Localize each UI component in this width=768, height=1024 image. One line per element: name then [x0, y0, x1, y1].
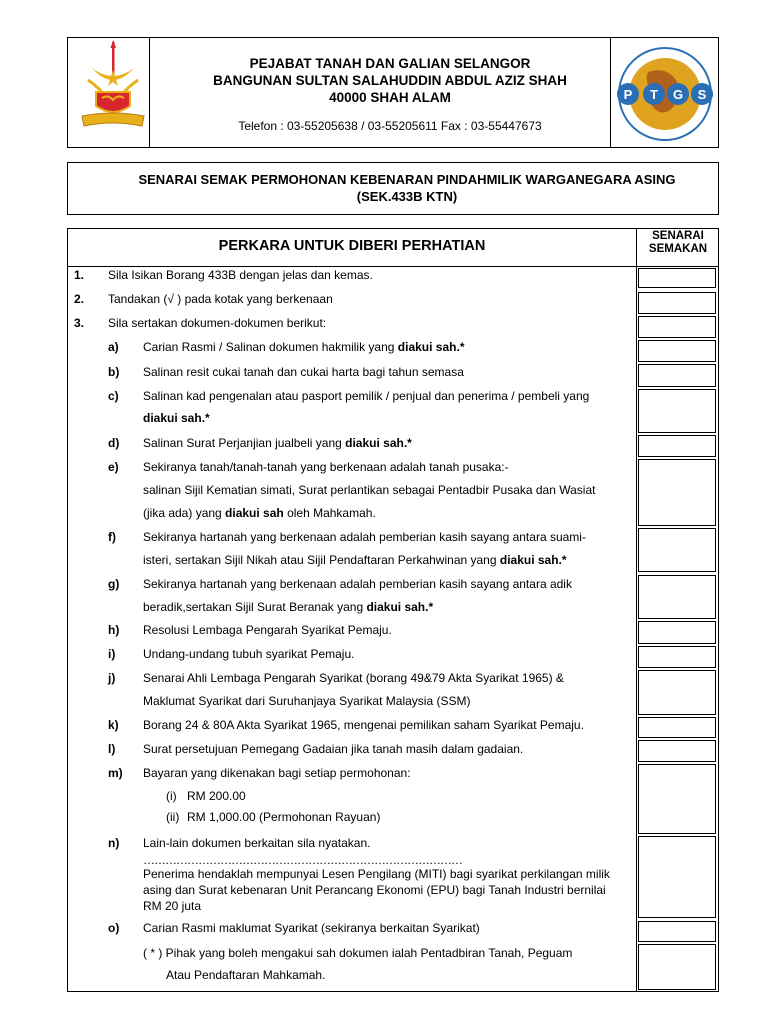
subitem-text: Undang-undang tubuh syarikat Pemaju. — [143, 647, 355, 661]
item-text: Tandakan (√ ) pada kotak yang berkenaan — [108, 292, 333, 306]
bold-text: diakui sah.* — [397, 340, 465, 354]
subitem-text-g: beradik,sertakan Sijil Surat Beranak yang — [143, 600, 367, 614]
subitem-label: l) — [108, 742, 116, 756]
subitem-text: Surat persetujuan Pemegang Gadaian jika tanah masih dalam gadaian. — [143, 742, 524, 756]
subitem-text — [143, 553, 567, 567]
item-number: 3. — [74, 316, 85, 330]
checkbox-footnote[interactable] — [638, 944, 716, 990]
form-title-section: (SEK.433B KTN) — [356, 189, 458, 204]
ptgs-letter: G — [672, 87, 684, 102]
bold-text: diakui sah.* — [143, 411, 210, 425]
form-title: SENARAI SEMAK PERMOHONAN KEBENARAN PINDAHMILIK WARGANEGARA ASING — [138, 172, 676, 187]
subitem-text — [143, 600, 433, 614]
checkbox-item-1[interactable] — [638, 268, 716, 288]
note-text: RM 20 juta — [143, 899, 202, 913]
fee-label: (ii) — [166, 810, 180, 824]
column-header-line1: SENARAI — [652, 230, 704, 242]
item-text: Sila Isikan Borang 433B dengan jelas dan kemas. — [108, 268, 373, 282]
subitem-text-d: Salinan Surat Perjanjian jualbeli yang — [143, 436, 346, 450]
subitem-label: i) — [108, 647, 116, 661]
subitem-text — [143, 506, 376, 520]
checkbox-item-b[interactable] — [638, 364, 716, 387]
subitem-label: m) — [108, 766, 123, 780]
checkbox-item-i[interactable] — [638, 646, 716, 668]
postcode-city: 40000 SHAH ALAM — [329, 90, 451, 105]
subitem-label: n) — [108, 836, 120, 850]
subitem-label: d) — [108, 436, 120, 450]
subitem-label: j) — [108, 671, 116, 685]
phone-fax-line: Telefon : 03-55205638 / 03-55205611 Fax : 03-55447673 — [238, 119, 542, 133]
checkbox-item-3[interactable] — [638, 316, 716, 338]
footnote: ( * ) Pihak yang boleh mengakui sah dokumen ialah Pentadbiran Tanah, Peguam — [143, 946, 573, 960]
footnote: Atau Pendaftaran Mahkamah. — [166, 968, 326, 982]
note-text: Penerima hendaklah mempunyai Lesen Pengilang (MITI) bagi syarikat perkilangan milik — [143, 867, 610, 881]
checkbox-item-c[interactable] — [638, 389, 716, 433]
subitem-text-f: isteri, sertakan Sijil Nikah atau Sijil Pendaftaran Perkahwinan yang — [143, 553, 500, 567]
subitem-text: Bayaran yang dikenakan bagi setiap permohonan: — [143, 766, 411, 780]
subitem-label: o) — [108, 921, 120, 935]
subitem-label: f) — [108, 530, 116, 544]
fee-amount: RM 1,000.00 (Permohonan Rayuan) — [187, 810, 381, 824]
table-header-divider — [67, 266, 719, 267]
table-heading: PERKARA UNTUK DIBERI PERHATIAN — [218, 238, 486, 254]
subitem-text — [143, 340, 465, 354]
subitem-text: Salinan kad pengenalan atau pasport pemilik / penjual dan penerima / pembeli yang — [143, 389, 590, 403]
subitem-text: Lain-lain dokumen berkaitan sila nyatakan. — [143, 836, 371, 850]
subitem-text — [143, 436, 412, 450]
checkbox-item-n[interactable] — [638, 836, 716, 918]
subitem-text: salinan Sijil Kematian simati, Surat perlantikan sebagai Pentadbir Pusaka dan Wasiat — [143, 483, 596, 497]
checkbox-item-m[interactable] — [638, 764, 716, 834]
ptgs-logo-icon — [614, 42, 716, 146]
ptgs-letter: T — [650, 87, 658, 102]
subitem-text: Carian Rasmi maklumat Syarikat (sekiranya berkaitan Syarikat) — [143, 921, 480, 935]
subitem-text: Sekiranya tanah/tanah-tanah yang berkenaan adalah tanah pusaka:- — [143, 460, 509, 474]
checkbox-item-d[interactable] — [638, 435, 716, 457]
building-name: BANGUNAN SULTAN SALAHUDDIN ABDUL AZIZ SHAH — [213, 73, 567, 88]
checkbox-item-k[interactable] — [638, 717, 716, 738]
bold-text: diakui sah — [225, 506, 284, 520]
checkbox-item-a[interactable] — [638, 340, 716, 362]
checkbox-item-l[interactable] — [638, 740, 716, 762]
subitem-label: b) — [108, 365, 120, 379]
column-header-line2: SEMAKAN — [648, 243, 708, 255]
subitem-text: Borang 24 & 80A Akta Syarikat 1965, mengenai pemilikan saham Syarikat Pemaju. — [143, 718, 584, 732]
checkbox-item-f[interactable] — [638, 528, 716, 572]
bold-text: diakui sah.* — [366, 600, 434, 614]
fill-in-dots: …………………………………………………………………………… — [143, 853, 462, 867]
subitem-text-e-end: oleh Mahkamah. — [283, 506, 376, 520]
item-number: 2. — [74, 292, 85, 306]
subitem-label: a) — [108, 340, 119, 354]
checkbox-item-e[interactable] — [638, 459, 716, 526]
checklist-column-header — [637, 230, 719, 256]
checkbox-item-2[interactable] — [638, 292, 716, 314]
subitem-text: Sekiranya hartanah yang berkenaan adalah pemberian kasih sayang antara adik — [143, 577, 572, 591]
bold-text: diakui sah.* — [345, 436, 412, 450]
subitem-text-a: Carian Rasmi / Salinan dokumen hakmilik yang — [143, 340, 398, 354]
subitem-text: Salinan resit cukai tanah dan cukai harta bagi tahun semasa — [143, 365, 464, 379]
subitem-label: e) — [108, 460, 119, 474]
subitem-text: Maklumat Syarikat dari Suruhanjaya Syarikat Malaysia (SSM) — [143, 694, 471, 708]
subitem-text: Senarai Ahli Lembaga Pengarah Syarikat (borang 49&79 Akta Syarikat 1965) & — [143, 671, 564, 685]
note-text: asing dan Surat kebenaran Unit Perancang Ekonomi (EPU) bagi Tanah Industri bernilai — [143, 883, 606, 897]
subitem-label: c) — [108, 389, 119, 403]
subitem-label: k) — [108, 718, 119, 732]
checkbox-item-j[interactable] — [638, 670, 716, 715]
bold-text: diakui sah.* — [499, 553, 567, 567]
subitem-label: h) — [108, 623, 120, 637]
fee-label: (i) — [166, 789, 177, 803]
subitem-text: Resolusi Lembaga Pengarah Syarikat Pemaju. — [143, 623, 392, 637]
item-text: Sila sertakan dokumen-dokumen berikut: — [108, 316, 327, 330]
subitem-text: Sekiranya hartanah yang berkenaan adalah pemberian kasih sayang antara suami- — [143, 530, 586, 544]
table-column-divider — [636, 228, 637, 992]
office-name: PEJABAT TANAH DAN GALIAN SELANGOR — [249, 56, 531, 71]
checkbox-item-h[interactable] — [638, 621, 716, 644]
subitem-text-e: (jika ada) yang — [143, 506, 226, 520]
checkbox-item-g[interactable] — [638, 575, 716, 619]
checkbox-item-o[interactable] — [638, 921, 716, 942]
selangor-crest-icon — [78, 40, 148, 132]
item-number: 1. — [74, 268, 85, 282]
fee-amount: RM 200.00 — [187, 789, 246, 803]
ptgs-letter: P — [623, 87, 633, 102]
ptgs-letter: S — [697, 87, 707, 102]
subitem-label: g) — [108, 577, 120, 591]
